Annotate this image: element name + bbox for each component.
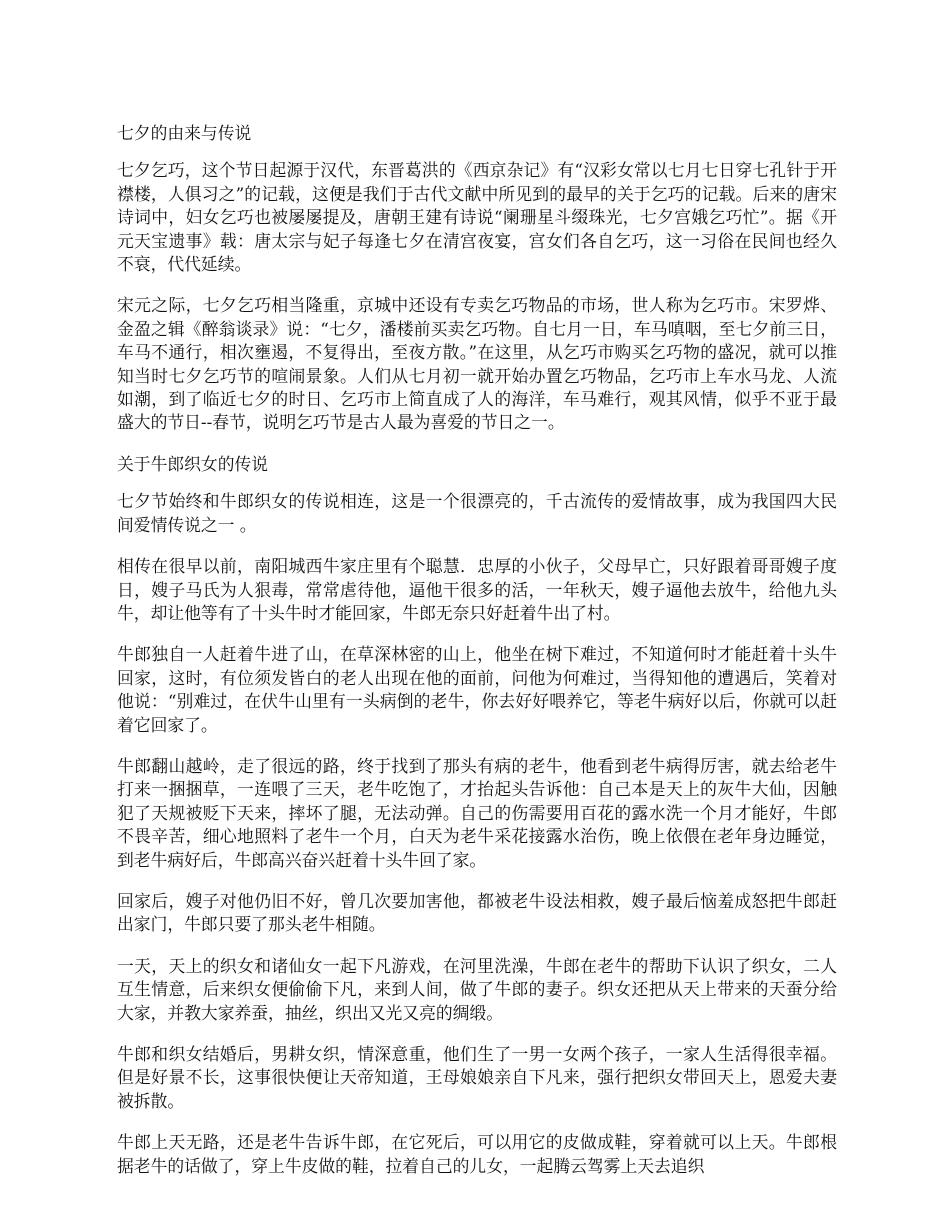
paragraph: 相传在很早以前，南阳城西牛家庄里有个聪慧．忠厚的小伙子，父母早亡，只好跟着哥哥嫂子度日，嫂子马氏为人狠毒，常常虐待他，逼他干很多的活，一年秋天，嫂子逼他去放牛，给他九头牛，却让他等有了十头牛时才能回家，牛郎无奈只好赶着牛出了村。 <box>117 556 837 623</box>
paragraph: 牛郎上天无路，还是老牛告诉牛郎，在它死后，可以用它的皮做成鞋，穿着就可以上天。牛郎根据老牛的话做了，穿上牛皮做的鞋，拉着自己的儿女，一起腾云驾雾上天去追织 <box>117 1132 837 1176</box>
section-heading-origin: 七夕的由来与传说 <box>117 123 252 143</box>
paragraph: 一天，天上的织女和诸仙女一起下凡游戏，在河里洗澡，牛郎在老牛的帮助下认识了织女，二人互生情意，后来织女便偷偷下凡，来到人间，做了牛郎的妻子。织女还把从天上带来的天蚕分给大家，并教大家养蚕，抽丝，织出又光又亮的绸缎。 <box>117 955 837 1023</box>
paragraph: 牛郎和织女结婚后，男耕女织，情深意重，他们生了一男一女两个孩子，一家人生活得很幸福。但是好景不长，这事很快便让天帝知道，王母娘娘亲自下凡来，强行把织女带回天上，恩爱夫妻被拆散。 <box>117 1044 837 1111</box>
paragraph: 牛郎翻山越岭，走了很远的路，终于找到了那头有病的老牛，他看到老牛病得厉害，就去给老牛打来一捆捆草，一连喂了三天，老牛吃饱了，才抬起头告诉他：自己本是天上的灰牛大仙，因触犯了天规被贬下天来，摔坏了腿，无法动弹。自己的伤需要用百花的露水洗一个月才能好，牛郎不畏辛苦，细心地照料了老牛一个月，白天为老牛采花接露水治伤，晚上依偎在老年身边睡觉，到老牛病好后，牛郎高兴奋兴赶着十头牛回了家。 <box>117 755 837 870</box>
paragraph: 牛郎独自一人赶着牛进了山，在草深林密的山上，他坐在树下难过，不知道何时才能赶着十头牛回家，这时，有位须发皆白的老人出现在他的面前，问他为何难过，当得知他的遭遇后，笑着对他说：“别难过，在伏牛山里有一头病倒的老牛，你去好好喂养它，等老牛病好以后，你就可以赶着它回家了。 <box>117 644 837 735</box>
paragraph: 七夕乞巧，这个节日起源于汉代，东晋葛洪的《西京杂记》有“汉彩女常以七月七日穿七孔针于开襟楼，人俱习之”的记载，这便是我们于古代文献中所见到的最早的关于乞巧的记载。后来的唐宋诗词中，妇女乞巧也被屡屡提及，唐朝王建有诗说“阑珊星斗缀珠光，七夕宫娥乞巧忙”。据《开元天宝遗事》载：唐太宗与妃子每逢七夕在清宫夜宴，宫女们各自乞巧，这一习俗在民间也经久不衰，代代延续。 <box>117 160 837 275</box>
paragraph: 七夕节始终和牛郎织女的传说相连，这是一个很漂亮的，千古流传的爱情故事，成为我国四大民间爱情传说之一 。 <box>117 491 837 535</box>
paragraph: 宋元之际，七夕乞巧相当隆重，京城中还设有专卖乞巧物品的市场，世人称为乞巧市。宋罗烨、金盈之辑《醉翁谈录》说：“七夕，潘楼前买卖乞巧物。自七月一日，车马嗔咽，至七夕前三日，车马不通行，相次壅遏，不复得出，至夜方散。”在这里，从乞巧市购买乞巧物的盛况，就可以推知当时七夕乞巧节的喧闹景象。人们从七月初一就开始办置乞巧物品，乞巧市上车水马龙、人流如潮，到了临近七夕的时日、乞巧市上简直成了人的海洋，车马难行，观其风情，似乎不亚于最盛大的节日--春节，说明乞巧节是古人最为喜爱的节日之一。 <box>117 295 837 433</box>
paragraph: 回家后，嫂子对他仍旧不好，曾几次要加害他，都被老牛设法相救，嫂子最后恼羞成怒把牛郎赶出家门，牛郎只要了那头老牛相随。 <box>117 890 837 935</box>
section-heading-legend: 关于牛郎织女的传说 <box>117 453 269 474</box>
